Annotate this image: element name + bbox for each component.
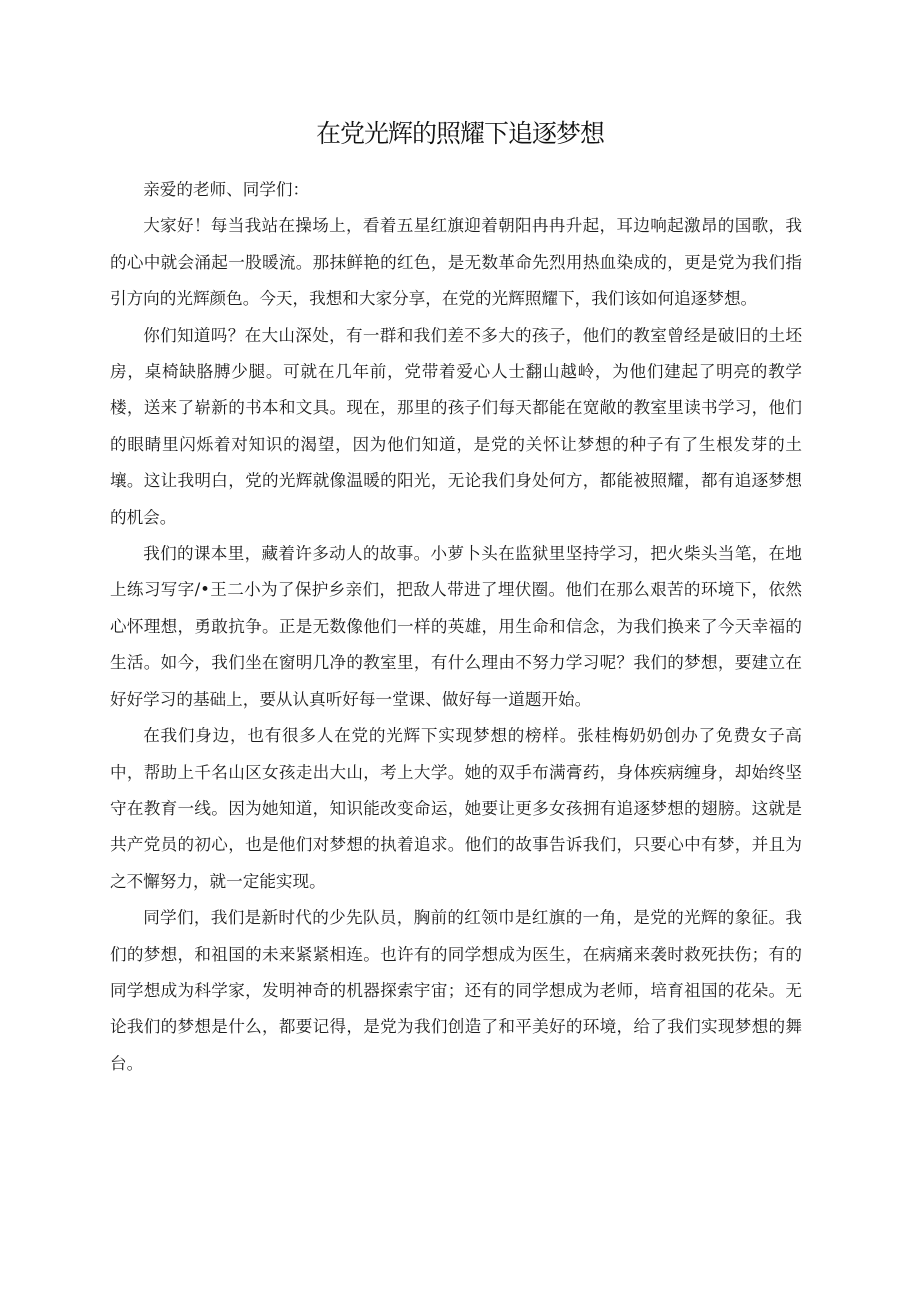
document-title: 在党光辉的照耀下追逐梦想: [315, 119, 604, 148]
paragraph-5: 同学们，我们是新时代的少先队员，胸前的红领巾是红旗的一角，是党的光辉的象征。我们的梦想，和祖国的未来紧紧相连。也许有的同学想成为医生，在病痛来袭时救死扶伤；有的同学想成为科学家，发明神奇的机器探索宇宙；还有的同学想成为老师，培育祖国的花朵。无论我们的梦想是什么，都要记得，是党为我们创造了和平美好的环境，给了我们实现梦想的舞台。: [110, 908, 802, 1073]
paragraph-2: 你们知道吗？在大山深处，有一群和我们差不多大的孩子，他们的教室曾经是破旧的土坯房，桌椅缺胳膊少腿。可就在几年前，党带着爱心人士翻山越岭，为他们建起了明亮的教学楼，送来了崭新的书本和文具。现在，那里的孩子们每天都能在宽敞的教室里读书学习，他们的眼睛里闪烁着对知识的渴望，因为他们知道，是党的关怀让梦想的种子有了生根发芽的土壤。这让我明白，党的光辉就像温暖的阳光，无论我们身处何方，都能被照耀，都有追逐梦想的机会。: [110, 325, 802, 527]
paragraph-3: 我们的课本里，藏着许多动人的故事。小萝卜头在监狱里坚持学习，把火柴头当笔，在地上练习写字/•王二小为了保护乡亲们，把敌人带进了埋伏圈。他们在那么艰苦的环境下，依然心怀理想，勇敢抗争。正是无数像他们一样的英雄，用生命和信念，为我们换来了今天幸福的生活。如今，我们坐在窗明几净的教室里，有什么理由不努力学习呢？我们的梦想，要建立在好好学习的基础上，要从认真听好每一堂课、做好每一道题开始。: [110, 544, 802, 709]
paragraph-4: 在我们身边，也有很多人在党的光辉下实现梦想的榜样。张桂梅奶奶创办了免费女子高中，帮助上千名山区女孩走出大山，考上大学。她的双手布满膏药，身体疾病缠身，却始终坚守在教育一线。因为她知道，知识能改变命运，她要让更多女孩拥有追逐梦想的翅膀。这就是共产党员的初心，也是他们对梦想的执着追求。他们的故事告诉我们，只要心中有梦，并且为之不懈努力，就一定能实现。: [110, 726, 802, 891]
paragraph-1: 大家好！每当我站在操场上，看着五星红旗迎着朝阳冉冉升起，耳边响起激昂的国歌，我的心中就会涌起一股暖流。那抹鲜艳的红色，是无数革命先烈用热血染成的，更是党为我们指引方向的光辉颜色。今天，我想和大家分享，在党的光辉照耀下，我们该如何追逐梦想。: [110, 216, 802, 309]
salutation: 亲爱的老师、同学们：: [143, 180, 310, 199]
document-body: [110, 172, 802, 1082]
